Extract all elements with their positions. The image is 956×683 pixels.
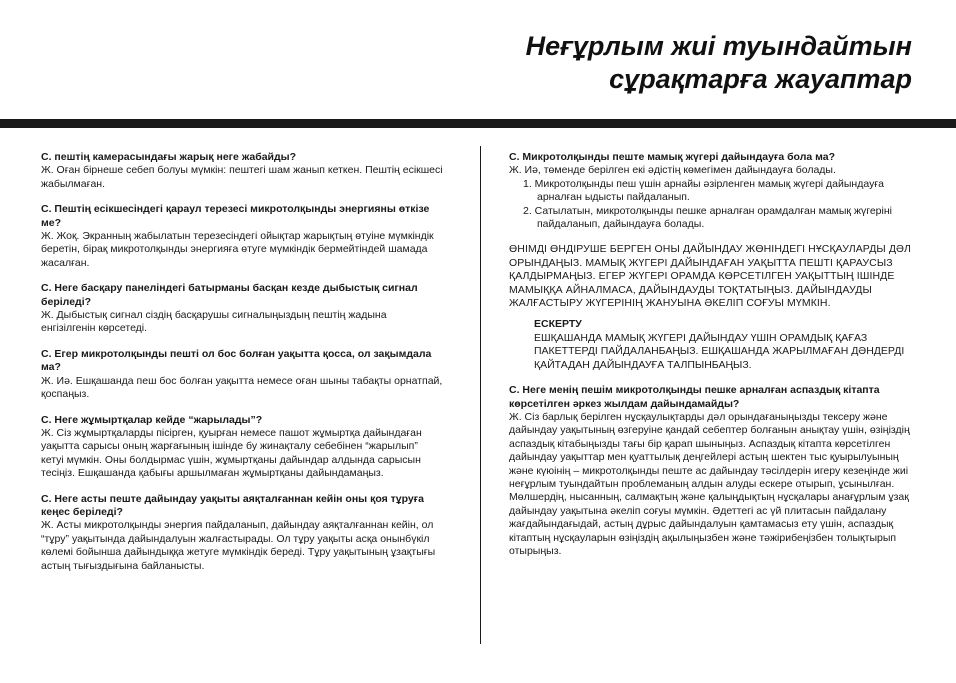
faq-question: С. Микротолқынды пеште мамық жүгері дайындауға бола ма? <box>509 151 836 163</box>
faq-item <box>41 282 443 336</box>
faq-item-cooking-time <box>509 384 917 558</box>
faq-question: С. Неге менің пешім микротолқынды пешке арналған аспаздық кітапта көрсетілген әркез жылдам дайындамайды? <box>509 384 880 410</box>
faq-question: С. Неге асты пеште дайындау уақыты аяқталғаннан кейін оны қоя тұруға кеңес беріледі? <box>41 492 424 518</box>
page-title <box>392 30 912 96</box>
faq-answer: Ж. Дыбыстық сигнал сіздің басқарушы сигналыңыздың пештің жадына енгізілгенін көрсетеді. <box>41 309 387 335</box>
faq-answer: Ж. Иә, төменде берілген екі әдістің көмегімен дайындауға болады. <box>509 164 836 177</box>
faq-answer: Ж. Сіз жұмыртқаларды пісірген, қуырған немесе пашот жұмыртқа дайындаған уақытта сарысы оның жарғағының ішінде бу жинақталу себебінен “жарылып” кетуі мүмкін. Оны болдырмас үшін, жұмыртқаны дайындар алдында сарысын тесіңіз. Ешқашанда қабығы аршылмаған жұмыртқаны дайындамаңыз. <box>41 426 422 480</box>
faq-item <box>41 151 443 191</box>
faq-question: С. Неге басқару панеліндегі батырманы басқан кезде дыбыстық сигнал беріледі? <box>41 282 418 308</box>
faq-answer: Ж. Асты микротолқынды энергия пайдаланып, дайындау аяқталғаннан кейін, ол “тұру” уақытында дайындалуын жалғастырады. Ол тұру уақыты асқа онынбүкіл көлемі бойынша дайындыққа жетуге мүмкіндік береді. Тұру уақытының ұзақтығы астың тығыздығына байланысты. <box>41 519 436 572</box>
faq-item-popcorn <box>509 151 917 231</box>
faq-answer: Ж. Жоқ. Экранның жабылатын терезесіндегі ойықтар жарықтың өтуіне мүмкіндік беретін, бірақ микротолқынды энергияға өтуге мүмкіндік бермейтіндей шамада жасалған. <box>41 230 434 269</box>
list-item: 2. Сатылатын, микротолқынды пешке арналған орамдалған мамық жүгеріні пайдаланып, дайындауға болады. <box>523 204 892 231</box>
note-title: ЕСКЕРТУ <box>534 318 582 331</box>
note-text: ЕШҚАШАНДА МАМЫҚ ЖҮГЕРІ ДАЙЫНДАУ ҮШІН ОРАМДЫҚ ҚАҒАЗ ПАКЕТТЕРДІ ПАЙДАЛАНБАҢЫЗ. ЕШҚАШАНДА ЖАРЫЛМАҒАН ДӘНДЕРДІ ҚАЙТАДАН ДАЙЫНДАУҒА ТАЛПЫНБАҢЫЗ. <box>534 331 905 371</box>
faq-question: С. пештің камерасындағы жарық неге жабайды? <box>41 151 297 163</box>
faq-answer: Ж. Иә. Ешқашанда пеш бос болған уақытта немесе оған шыны табақты орнатпай, қоспаңыз. <box>41 374 443 401</box>
list-item: 1. Микротолқынды пеш үшін арнайы әзірленген мамық жүгері дайындауға арналған ыдысты пайдаланып. <box>523 177 884 204</box>
header-rule <box>0 119 956 128</box>
warning-text: ӨНІМДІ ӨНДІРУШЕ БЕРГЕН ОНЫ ДАЙЫНДАУ ЖӨНІНДЕГІ НҰСҚАУЛАРДЫ ДӘЛ ОРЫНДАҢЫЗ. МАМЫҚ ЖҮГЕРІ ДАЙЫНДАҒАН УАҚЫТТА ПЕШТІ ҚАРАУСЫЗ ҚАЛДЫРМАҢЫЗ. ЕГЕР ЖҮГЕРІ ОРАМДА КӨРСЕТІЛГЕН УАҚЫТТЫҢ ІШІНДЕ МАМЫҚҚА АЙНАЛМАСА, ДАЙЫНДАУДЫ ТОҚТАТЫҢЫЗ. ДАЙЫНДАУДЫ ЖАЛҒАСТЫРУ ЖҮГЕРІНІҢ ЖАНУЫНА ӘКЕЛІП СОҒУЫ МҮМКІН. <box>509 243 912 310</box>
faq-item <box>41 493 443 573</box>
note-block <box>534 318 917 372</box>
faq-answer: Ж. Оған бірнеше себеп болуы мүмкін: пештегі шам жанып кеткен. Пештің есікшесі жабылмаған. <box>41 164 443 190</box>
faq-question: С. Пештің есікшесіндегі қараул терезесі микротолқынды энергияны өткізе ме? <box>41 203 430 229</box>
page-title-line-1: Неғұрлым жиі туындайтын <box>525 31 912 61</box>
faq-item <box>41 348 443 402</box>
faq-answer: Ж. Сіз барлық берілген нұсқаулықтарды дәл орындағаныңызды тексеру және дайындау уақытының өзгеруіне қандай себептер болғанын анықтау үшін, өзіңіздің аспаздық кітабыңызды тағы бір қарап шыныңыз. Аспаздық кітапта көрсетілген дайындау уақыттар мен қуаттылық деңгейлері астың шектен тыс қуырылуының және күюінің – микротолқынды пеште ас дайындау тәсілдерін игеру кезеңінде жиі неғұрлым туындайтын проблеманың алдын алуды ескере отырып, ұсынылған. Мөлшердің, нысанның, салмақтың және қалыңдықтың нұсқалары анағұрлым ұзақ дайындау уақытына әкеліп соғуы мүмкін. Әдеттегі ас үй плитасын пайдалану жағдайындағыдай, астың дұрыс дайындалуын қамтамасыз ету үшін, аспаздық кітаптың нұсқауларын өзіңіздің ақылыңызбен және тәжірибеңізбен толықтырып отырыңыз. <box>509 410 910 557</box>
page-title-line-2: сұрақтарға жауаптар <box>609 64 912 94</box>
faq-item <box>41 203 443 270</box>
left-column <box>41 151 443 585</box>
popcorn-method-list <box>509 178 917 232</box>
faq-question: С. Неге жұмыртқалар кейде “жарылады”? <box>41 413 263 426</box>
column-divider <box>480 146 481 644</box>
faq-item <box>41 414 443 481</box>
right-column <box>509 151 917 570</box>
faq-question: С. Егер микротолқынды пешті ол бос болған уақытта қосса, ол зақымдала ма? <box>41 347 432 374</box>
